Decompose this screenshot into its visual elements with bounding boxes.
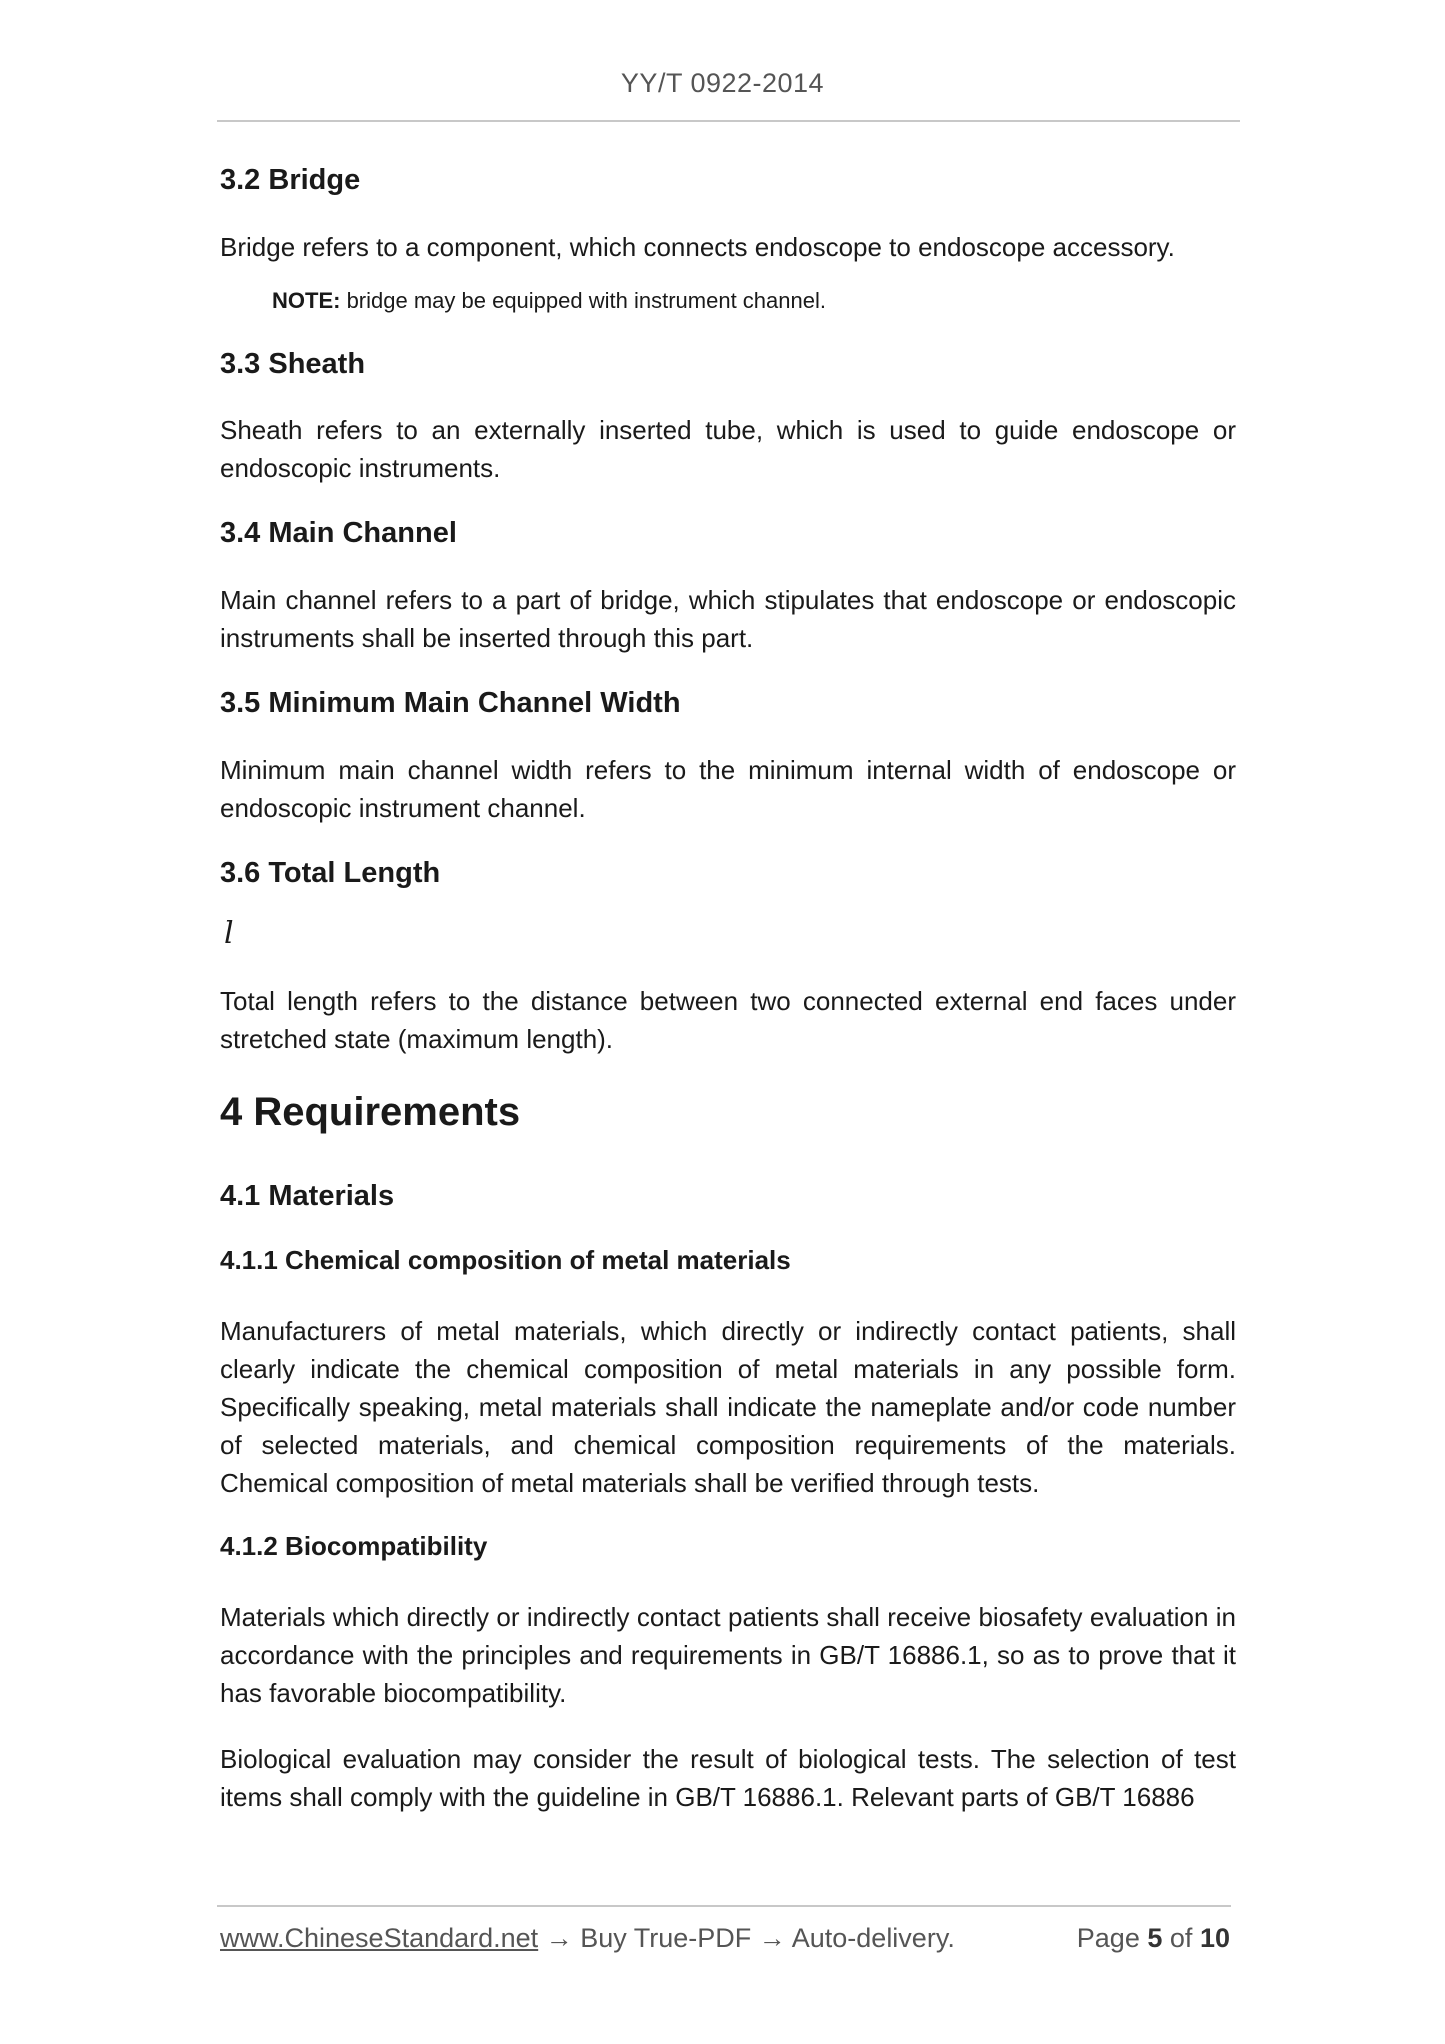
page-label: Page (1076, 1923, 1140, 1953)
section-3-3-text: Sheath refers to an externally inserted tube, which is used to guide endoscope or endoscopic instruments. (220, 415, 1236, 484)
total-length-symbol: l (224, 916, 234, 952)
section-3-2-note (272, 286, 1236, 316)
section-3-5-title: 3.5 Minimum Main Channel Width (220, 687, 681, 720)
section-4-1-1-text: Manufacturers of metal materials, which directly or indirectly contact patients, shall clearly indicate the chemical composition of metal materials in any possible form. Specifically speaking, metal materials shall indicate the nameplate and/or code number of selected materials, and chemical composition requirements of the materials. Chemical composition of metal materials shall be verified through tests. (220, 1315, 1236, 1498)
page-of-label: of (1169, 1923, 1193, 1953)
section-3-4-text: Main channel refers to a part of bridge, which stipulates that endoscope or endoscopic instruments shall be inserted through this part. (220, 585, 1236, 654)
section-4-1-2-title: 4.1.2 Biocompatibility (220, 1530, 488, 1561)
note-text: bridge may be equipped with instrument channel. (340, 287, 826, 313)
section-3-4-title: 3.4 Main Channel (220, 517, 457, 550)
section-4-title: 4 Requirements (220, 1090, 521, 1135)
section-3-3-title: 3.3 Sheath (220, 347, 366, 380)
page-footer (220, 1923, 1230, 1954)
footer-divider (217, 1905, 1231, 1907)
page-number (1077, 1923, 1230, 1954)
page-total: 10 (1199, 1923, 1230, 1953)
section-4-1-1-title: 4.1.1 Chemical composition of metal materials (220, 1245, 791, 1276)
footer-tagline: → Buy True-PDF → Auto-delivery. (538, 1923, 955, 1953)
document-id-header: YY/T 0922-2014 (620, 68, 825, 98)
section-3-2-title: 3.2 Bridge (220, 164, 361, 196)
website-link[interactable]: www.ChineseStandard.net (220, 1923, 539, 1953)
section-3-6-text: Total length refers to the distance between two connected external end faces under stretched state (maximum length). (220, 986, 1236, 1055)
document-body (220, 162, 1236, 1844)
section-4-1-2-text-1: Materials which directly or indirectly contact patients shall receive biosafety evaluation in accordance with the principles and requirements in GB/T 16886.1, so as to prove that it has favorable biocompatibility. (220, 1601, 1236, 1708)
header-divider (217, 120, 1240, 122)
note-label: NOTE: (272, 287, 341, 313)
footer-promo (220, 1923, 955, 1954)
section-3-5-text: Minimum main channel width refers to the minimum internal width of endoscope or endoscopic instrument channel. (220, 754, 1236, 823)
section-3-2-text: Bridge refers to a component, which connects endoscope to endoscope accessory. (220, 231, 1175, 262)
section-3-6-title: 3.6 Total Length (220, 856, 441, 889)
page-current: 5 (1147, 1923, 1163, 1953)
section-4-1-title: 4.1 Materials (220, 1180, 395, 1213)
section-4-1-2-text-2: Biological evaluation may consider the result of biological tests. The selection of test items shall comply with the guideline in GB/T 16886.1. Relevant parts of GB/T 16886 (220, 1743, 1236, 1812)
